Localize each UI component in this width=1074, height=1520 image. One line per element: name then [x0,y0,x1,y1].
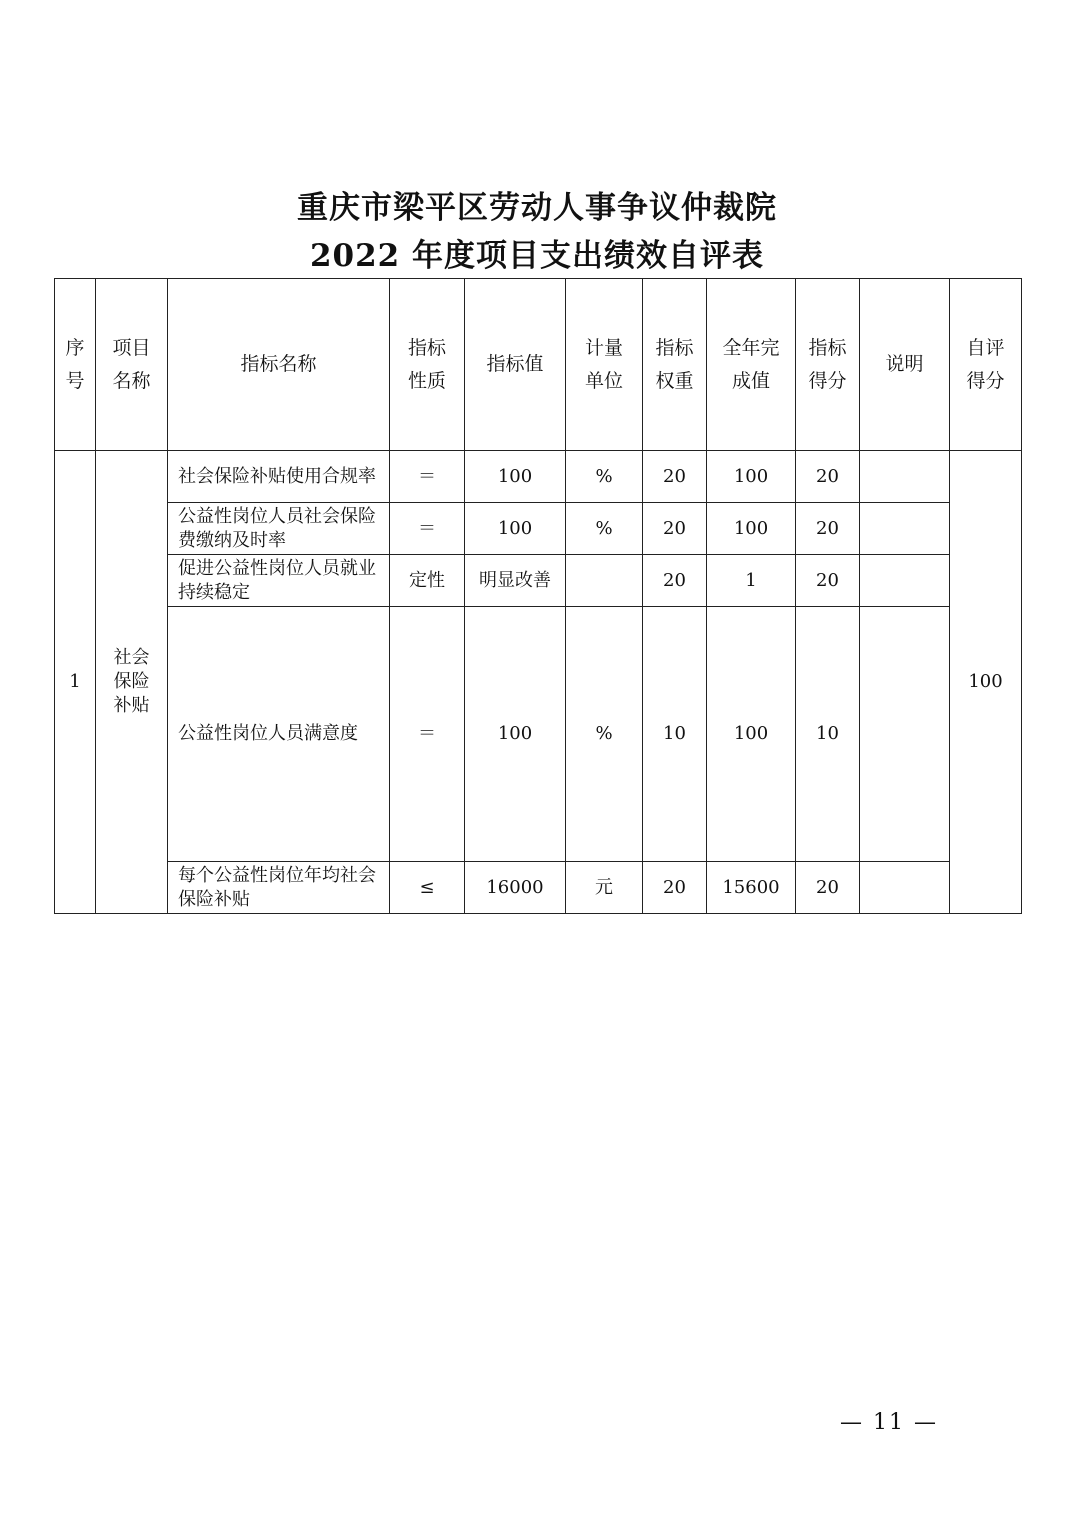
indicator-value-cell: 100 [465,451,566,503]
note-cell [860,555,950,607]
indicator-value-cell: 100 [465,607,566,862]
note-cell [860,503,950,555]
weight-cell: 20 [643,862,707,914]
weight-cell: 10 [643,607,707,862]
header-actual-value: 全年完 成值 [707,279,796,451]
table-row [55,607,1022,862]
weight-cell: 20 [643,503,707,555]
weight-cell: 20 [643,555,707,607]
actual-value-cell: 15600 [707,862,796,914]
note-cell [860,451,950,503]
project-name-cell: 社会 保险 补贴 [96,451,168,914]
indicator-value-cell: 100 [465,503,566,555]
unit-cell [566,555,643,607]
unit-cell: % [566,607,643,862]
score-cell: 20 [796,862,860,914]
score-cell: 20 [796,451,860,503]
header-project-name: 项目 名称 [96,279,168,451]
indicator-nature-cell: ＝ [390,607,465,862]
actual-value-cell: 100 [707,451,796,503]
header-indicator-value: 指标值 [465,279,566,451]
page-number: — 11 — [840,1410,938,1435]
header-seq: 序 号 [55,279,96,451]
header-weight: 指标 权重 [643,279,707,451]
actual-value-cell: 100 [707,503,796,555]
performance-table [54,278,1022,914]
unit-cell: % [566,451,643,503]
weight-cell: 20 [643,451,707,503]
score-cell: 20 [796,503,860,555]
indicator-nature-cell: ＝ [390,451,465,503]
indicator-name-cell: 促进公益性岗位人员就业持续稳定 [168,555,390,607]
indicator-name-cell: 公益性岗位人员社会保险费缴纳及时率 [168,503,390,555]
score-cell: 20 [796,555,860,607]
document-title-line2: 2022 年度项目支出绩效自评表 [309,238,765,274]
indicator-nature-cell: ≤ [390,862,465,914]
header-note: 说明 [860,279,950,451]
score-cell: 10 [796,607,860,862]
header-indicator-nature: 指标 性质 [390,279,465,451]
seq-cell: 1 [55,451,96,914]
indicator-nature-cell: ＝ [390,503,465,555]
table-header-row [55,279,1022,451]
unit-cell: 元 [566,862,643,914]
indicator-name-cell: 每个公益性岗位年均社会保险补贴 [168,862,390,914]
self-score-cell: 100 [950,451,1022,914]
table-row [55,555,1022,607]
indicator-name-cell: 公益性岗位人员满意度 [168,607,390,862]
table-row [55,862,1022,914]
header-self-score: 自评 得分 [950,279,1022,451]
note-cell [860,862,950,914]
document-title-line1: 重庆市梁平区劳动人事争议仲裁院 [297,190,777,226]
header-indicator-name: 指标名称 [168,279,390,451]
indicator-name-cell: 社会保险补贴使用合规率 [168,451,390,503]
actual-value-cell: 1 [707,555,796,607]
table-row [55,451,1022,503]
header-score: 指标 得分 [796,279,860,451]
header-unit: 计量 单位 [566,279,643,451]
actual-value-cell: 100 [707,607,796,862]
indicator-value-cell: 16000 [465,862,566,914]
indicator-nature-cell: 定性 [390,555,465,607]
table-row [55,503,1022,555]
note-cell [860,607,950,862]
unit-cell: % [566,503,643,555]
indicator-value-cell: 明显改善 [465,555,566,607]
